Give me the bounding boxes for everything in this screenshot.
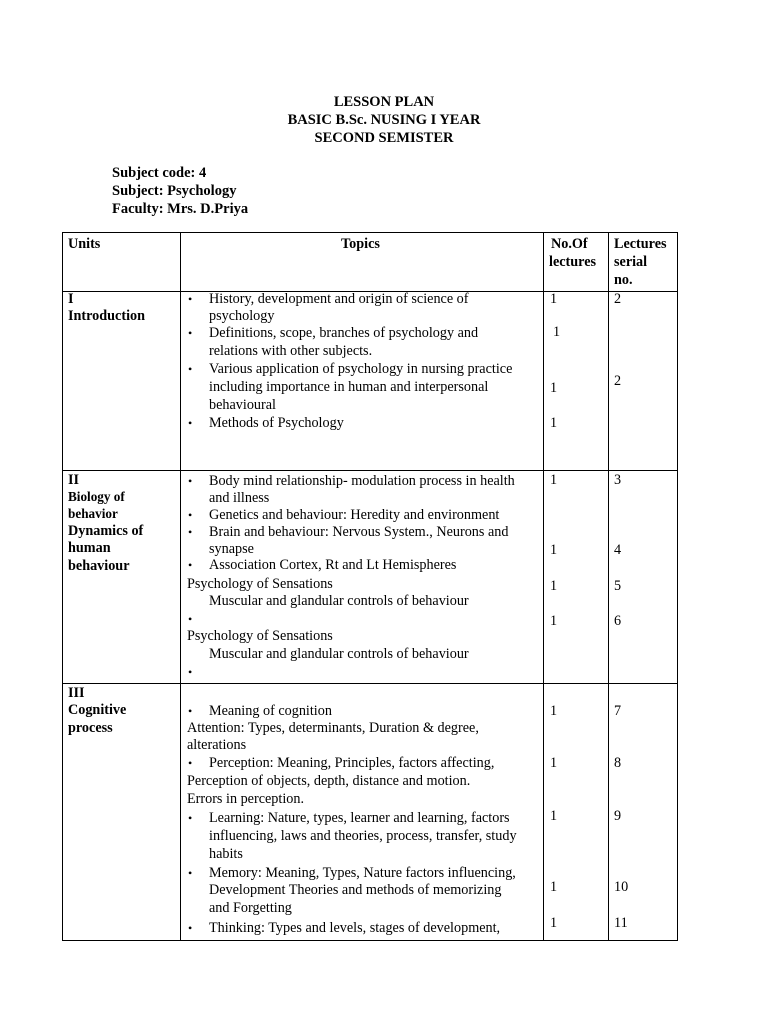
unit-name: Introduction [68, 308, 145, 324]
topic-text: influencing, laws and theories, process, transfer, study [209, 828, 517, 844]
lecture-serial: 9 [614, 808, 622, 824]
topic-text: relations with other subjects. [209, 343, 373, 359]
bullet-icon: • [188, 756, 193, 770]
row-divider [62, 683, 678, 684]
unit-number: II [68, 472, 80, 488]
lecture-count: 1 [550, 415, 558, 431]
bullet-icon: • [188, 921, 193, 935]
topic-text: Muscular and glandular controls of behaviour [209, 593, 469, 609]
doc-subtitle: BASIC B.Sc. NUSING I YEAR [287, 112, 481, 128]
lecture-count: 1 [550, 613, 558, 629]
header-serial-3: no. [614, 272, 633, 288]
topic-text: Body mind relationship- modulation process in health [209, 473, 515, 489]
lecture-count: 1 [550, 578, 558, 594]
lecture-count: 1 [550, 879, 558, 895]
unit-name: process [68, 720, 113, 736]
topic-text: Various application of psychology in nursing practice [209, 361, 513, 377]
topic-text: Perception: Meaning, Principles, factors affecting, [209, 755, 495, 771]
lecture-serial: 7 [614, 703, 622, 719]
lecture-serial: 11 [614, 915, 628, 931]
lecture-count: 1 [550, 808, 558, 824]
doc-semester: SECOND SEMISTER [314, 130, 454, 146]
lecture-count: 1 [550, 472, 558, 488]
table-border-top [62, 232, 678, 233]
lecture-count: 1 [550, 291, 558, 307]
topic-text: Learning: Nature, types, learner and learning, factors [209, 810, 510, 826]
faculty-name: Faculty: Mrs. D.Priya [112, 201, 249, 217]
bullet-icon: • [188, 362, 193, 376]
topic-text: and Forgetting [209, 900, 292, 916]
topic-text: History, development and origin of science of [209, 291, 469, 307]
row-divider [62, 470, 678, 471]
header-units: Units [68, 236, 101, 252]
lecture-count: 1 [550, 703, 558, 719]
topic-text: Association Cortex, Rt and Lt Hemispheres [209, 557, 457, 573]
topic-text: Memory: Meaning, Types, Nature factors influencing, [209, 865, 516, 881]
header-serial-2: serial [614, 254, 648, 270]
col-divider [62, 232, 63, 941]
topic-text: including importance in human and interpersonal [209, 379, 489, 395]
topic-text: Psychology of Sensations [187, 628, 333, 644]
topic-text: alterations [187, 737, 247, 753]
topic-text: and illness [209, 490, 270, 506]
bullet-icon: • [188, 508, 193, 522]
topic-text: Thinking: Types and levels, stages of development, [209, 920, 501, 936]
lecture-count: 1 [550, 380, 558, 396]
topic-text: Perception of objects, depth, distance and motion. [187, 773, 471, 789]
lecture-count: 1 [550, 542, 558, 558]
lecture-serial: 10 [614, 879, 629, 895]
topic-text: Attention: Types, determinants, Duration & degree, [187, 720, 479, 736]
lecture-serial: 5 [614, 578, 622, 594]
bullet-icon: • [188, 326, 193, 340]
topic-text: Development Theories and methods of memorizing [209, 882, 502, 898]
unit-number: III [68, 685, 85, 701]
unit-name: behavior [68, 506, 118, 521]
bullet-icon: • [188, 612, 193, 626]
unit-name: Dynamics of [68, 523, 144, 539]
topic-text: behavioural [209, 397, 276, 413]
doc-title: LESSON PLAN [333, 94, 435, 110]
topic-text: Genetics and behaviour: Heredity and environment [209, 507, 500, 523]
bullet-icon: • [188, 525, 193, 539]
topic-text: synapse [209, 541, 254, 557]
topic-text: Definitions, scope, branches of psychology and [209, 325, 479, 341]
lecture-count: 1 [553, 324, 561, 340]
lecture-count: 1 [550, 915, 558, 931]
topic-text: Brain and behaviour: Nervous System., Neurons and [209, 524, 509, 540]
col-divider [608, 232, 609, 941]
header-topics: Topics [341, 236, 380, 252]
unit-number: I [68, 291, 74, 307]
header-lectures: No.Of [551, 236, 588, 252]
unit-name: behaviour [68, 558, 130, 574]
table-border-bottom [62, 940, 678, 941]
header-serial: Lectures [614, 236, 667, 252]
topic-text: Methods of Psychology [209, 415, 344, 431]
lecture-serial: 3 [614, 472, 622, 488]
bullet-icon: • [188, 416, 193, 430]
subject-code: Subject code: 4 [112, 165, 207, 181]
lecture-serial: 2 [614, 373, 622, 389]
lecture-serial: 8 [614, 755, 622, 771]
topic-text: Errors in perception. [187, 791, 305, 807]
bullet-icon: • [188, 811, 193, 825]
unit-name: human [68, 540, 111, 556]
topic-text: Meaning of cognition [209, 703, 332, 719]
header-lectures-2: lectures [549, 254, 597, 270]
col-divider [543, 232, 544, 941]
bullet-icon: • [188, 558, 193, 572]
topic-text: Muscular and glandular controls of behaviour [209, 646, 469, 662]
col-divider [180, 232, 181, 941]
bullet-icon: • [188, 474, 193, 488]
unit-name: Biology of [68, 489, 125, 504]
bullet-icon: • [188, 866, 193, 880]
col-divider [677, 232, 678, 941]
topic-text: habits [209, 846, 243, 862]
unit-name: Cognitive [68, 702, 127, 718]
lecture-serial: 2 [614, 291, 622, 307]
lecture-serial: 4 [614, 542, 622, 558]
lecture-serial: 6 [614, 613, 622, 629]
lecture-count: 1 [550, 755, 558, 771]
bullet-icon: • [188, 292, 193, 306]
subject-name: Subject: Psychology [112, 183, 237, 199]
topic-text: Psychology of Sensations [187, 576, 333, 592]
bullet-icon: • [188, 665, 193, 679]
bullet-icon: • [188, 704, 193, 718]
topic-text: psychology [209, 308, 275, 324]
